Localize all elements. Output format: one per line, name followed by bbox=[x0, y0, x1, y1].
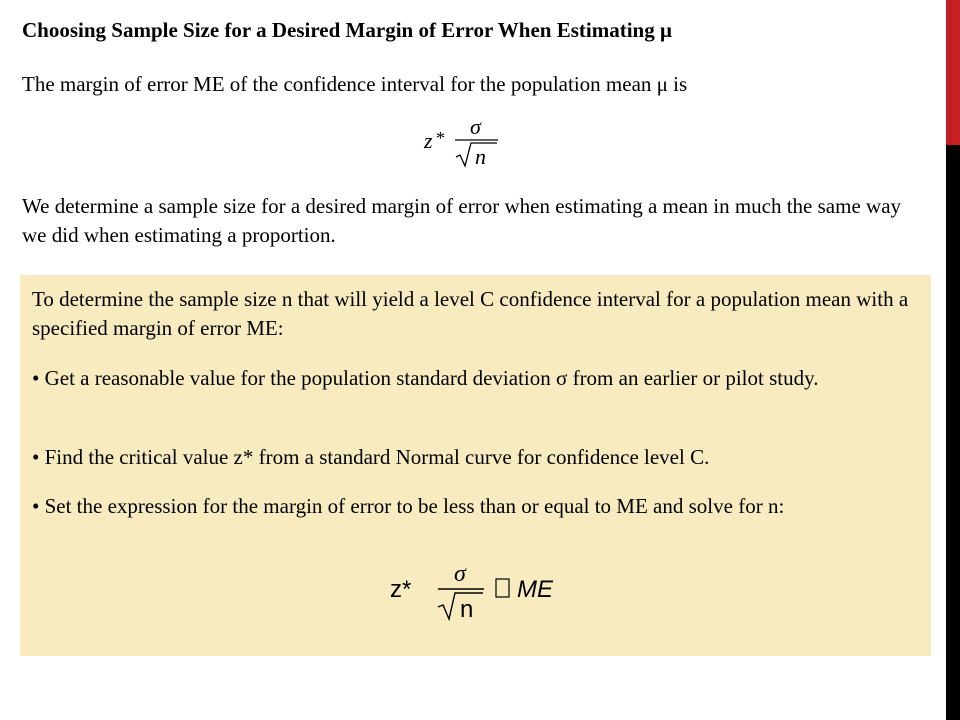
bullet-solve-for-n: • Set the expression for the margin of error to be less than or equal to ME and solve for n: bbox=[32, 494, 785, 518]
slide-title: Choosing Sample Size for a Desired Margin of Error When Estimating μ bbox=[22, 18, 672, 42]
bullet-standard-deviation: • Get a reasonable value for the population standard deviation σ from an earlier or pilot study. bbox=[32, 366, 819, 390]
inequality-me: ME bbox=[517, 576, 553, 603]
callout-intro: To determine the sample size n that will yield a level C confidence interval for a population mean with a specified margin of error ME: bbox=[32, 287, 909, 340]
inequality-n: n bbox=[460, 596, 474, 623]
body-paragraph: We determine a sample size for a desired margin of error when estimating a mean in much the same way we did when estimating a proportion. bbox=[22, 194, 902, 247]
margin-of-error-formula bbox=[420, 110, 500, 170]
callout-box bbox=[20, 275, 931, 656]
accent-bar-black bbox=[946, 145, 960, 720]
accent-bar-red bbox=[946, 0, 960, 145]
bullet-critical-value: • Find the critical value z* from a standard Normal curve for confidence level C. bbox=[32, 445, 710, 469]
formula-sigma: σ bbox=[470, 114, 481, 139]
formula-n: n bbox=[475, 144, 486, 169]
inequality-sigma: σ bbox=[454, 561, 466, 587]
sample-size-inequality bbox=[388, 557, 568, 627]
formula-star: * bbox=[436, 128, 445, 148]
formula-z: z bbox=[424, 128, 433, 153]
inequality-z-star: z* bbox=[390, 576, 412, 603]
intro-paragraph: The margin of error ME of the confidence interval for the population mean μ is bbox=[22, 72, 688, 96]
missing-glyph-box bbox=[496, 579, 509, 597]
